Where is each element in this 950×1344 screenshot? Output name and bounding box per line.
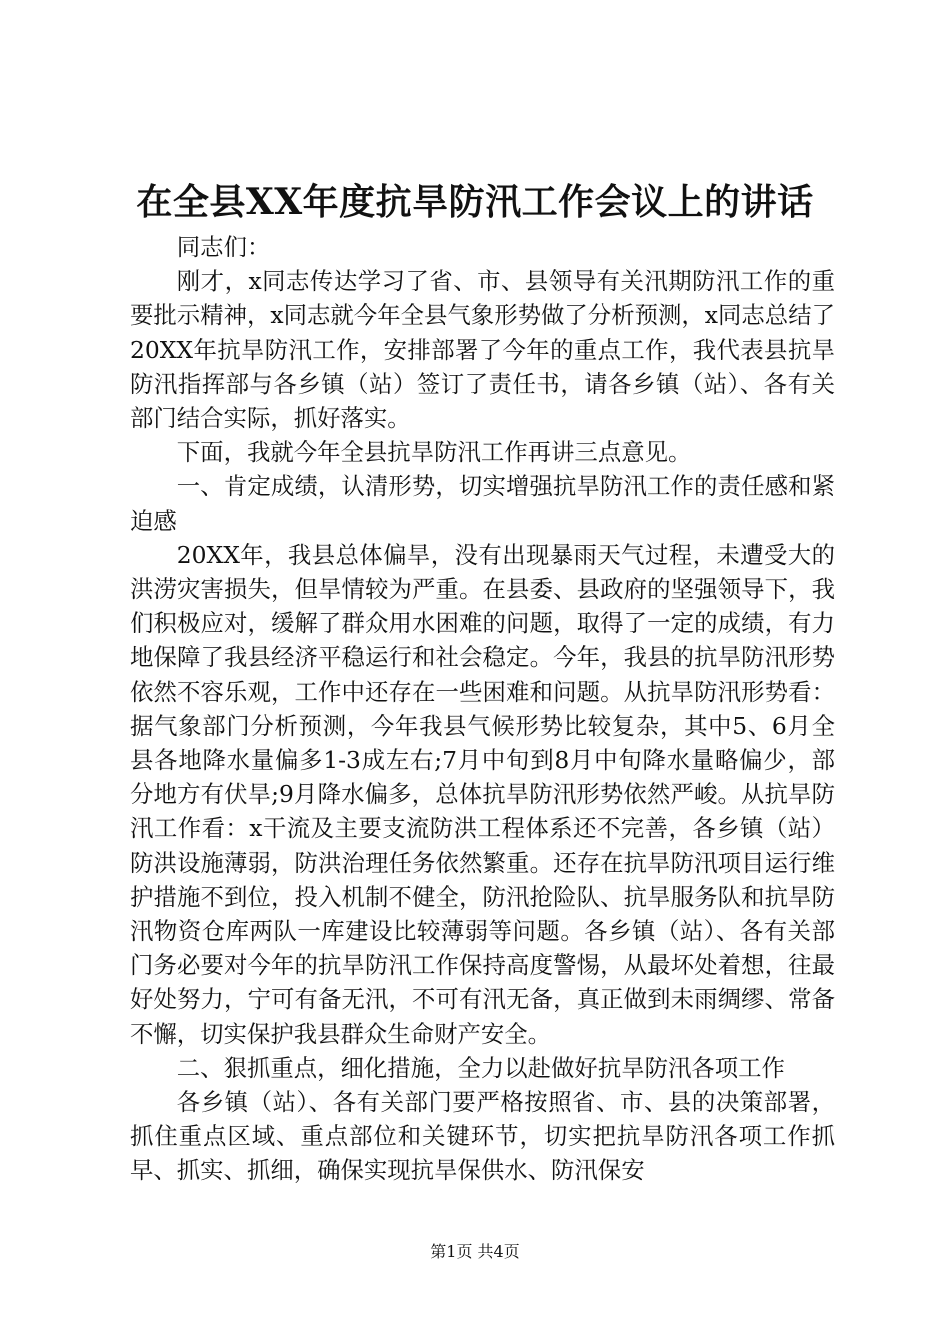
document-body — [130, 230, 835, 1188]
paragraph-intro: 刚才，x同志传达学习了省、市、县领导有关汛期防汛工作的重要批示精神，x同志就今年全县气象形势做了分析预测，x同志总结了20XX年抗旱防汛工作，安排部署了今年的重点工作，我代表县抗旱防汛指挥部与各乡镇（站）签订了责任书，请各乡镇（站）、各有关部门结合实际，抓好落实。 — [130, 267, 835, 433]
paragraph-outline: 下面，我就今年全县抗旱防汛工作再讲三点意见。 — [176, 438, 692, 467]
paragraph-section-1: 20XX年，我县总体偏旱，没有出现暴雨天气过程，未遭受大的洪涝灾害损失，但旱情较为严重。在县委、县政府的坚强领导下，我们积极应对，缓解了群众用水困难的问题，取得了一定的成绩，有力地保障了我县经济平稳运行和社会稳定。今年，我县的抗旱防汛形势依然不容乐观，工作中还存在一些困难和问题。从抗旱防汛形势看：据气象部门分析预测，今年我县气候形势比较复杂，其中5、6月全县各地降水量偏多1-3成左右;7月中旬到8月中旬降水量略偏少，部分地方有伏旱;9月降水偏多，总体抗旱防汛形势依然严峻。从抗旱防汛工作看：x干流及主要支流防洪工程体系还不完善，各乡镇（站）防洪设施薄弱，防洪治理任务依然繁重。还存在抗旱防汛项目运行维护措施不到位，投入机制不健全，防汛抢险队、抗旱服务队和抗旱防汛物资仓库两队一库建设比较薄弱等问题。各乡镇（站）、各有关部门务必要对今年的抗旱防汛工作保持高度警惕，从最坏处着想，往最好处努力，宁可有备无汛，不可有汛无备，真正做到未雨绸缪、常备不懈，切实保护我县群众生命财产安全。 — [130, 540, 835, 1048]
paragraph-section-2: 各乡镇（站）、各有关部门要严格按照省、市、县的决策部署，抓住重点区域、重点部位和关键环节，切实把抗旱防汛各项工作抓早、抓实、抓细，确保实现抗旱保供水、防汛保安 — [130, 1088, 835, 1185]
section-heading-2: 二、狠抓重点，细化措施，全力以赴做好抗旱防汛各项工作 — [176, 1053, 785, 1082]
document-title: 在全县XX年度抗旱防汛工作会议上的讲话 — [136, 181, 814, 223]
section-heading-1: 一、肯定成绩，认清形势，切实增强抗旱防汛工作的责任感和紧迫感 — [130, 472, 835, 535]
paragraph-salutation: 同志们： — [176, 233, 271, 261]
page-footer: 第1页 共4页 — [430, 1242, 520, 1261]
